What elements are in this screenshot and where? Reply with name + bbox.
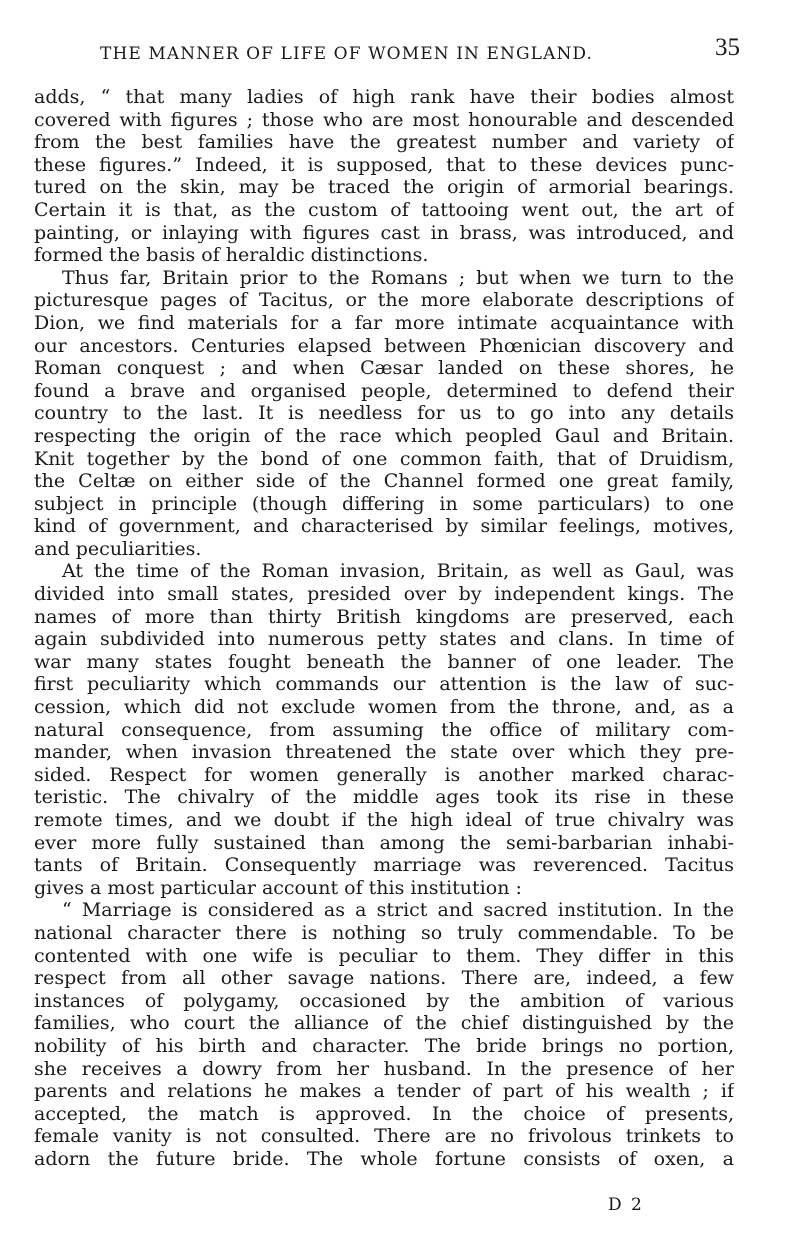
- text-line: families, who court the alliance of the chief distinguished by the: [34, 1012, 734, 1035]
- text-line: “ Marriage is considered as a strict and sacred institution. In the: [62, 899, 734, 922]
- text-line: first peculiarity which commands our attention is the law of suc-: [34, 673, 734, 696]
- text-line: ever more fully sustained than among the semi-barbarian inhabi-: [34, 831, 734, 854]
- text-line: divided into small states, presided over by independent kings. The: [34, 583, 734, 606]
- text-line: formed the basis of heraldic distinctions.: [34, 244, 429, 267]
- text-line: tants of Britain. Consequently marriage was reverenced. Tacitus: [34, 854, 734, 877]
- text-line: sided. Respect for women generally is another marked charac-: [34, 763, 734, 786]
- text-line: natural consequence, from assuming the office of military com-: [34, 718, 734, 741]
- signature-mark: D 2: [608, 1195, 644, 1215]
- text-line: the Celtæ on either side of the Channel formed one great family,: [34, 470, 734, 493]
- text-line: Roman conquest ; and when Cæsar landed on these shores, he: [34, 357, 734, 380]
- text-line: found a brave and organised people, determined to defend their: [34, 379, 734, 402]
- text-line: war many states fought beneath the banner of one leader. The: [34, 650, 734, 673]
- text-line: Certain it is that, as the custom of tattooing went out, the art of: [34, 198, 734, 221]
- text-line: female vanity is not consulted. There are no frivolous trinkets to: [34, 1125, 734, 1148]
- page-header: [100, 34, 740, 70]
- text-line: she receives a dowry from her husband. In the presence of her: [34, 1057, 734, 1080]
- text-line: Knit together by the bond of one common faith, that of Druidism,: [34, 447, 734, 470]
- text-line: At the time of the Roman invasion, Britain, as well as Gaul, was: [62, 560, 734, 583]
- text-line: adds, “ that many ladies of high rank have their bodies almost: [34, 86, 734, 108]
- text-line: tured on the skin, may be traced the origin of armorial bearings.: [34, 176, 734, 199]
- text-line: from the best families have the greatest number and variety of: [34, 131, 734, 154]
- text-line: subject in principle (though differing in some particulars) to one: [34, 492, 734, 515]
- text-line: contented with one wife is peculiar to them. They differ in this: [34, 944, 734, 967]
- text-line: nobility of his birth and character. The bride brings no portion,: [34, 1034, 734, 1057]
- text-line: these figures.” Indeed, it is supposed, that to these devices punc-: [34, 153, 734, 176]
- text-line: Dion, we find materials for a far more intimate acquaintance with: [34, 311, 734, 334]
- page-number: 35: [715, 34, 740, 61]
- text-line: our ancestors. Centuries elapsed between Phœnician discovery and: [34, 334, 734, 357]
- text-line: instances of polygamy, occasioned by the ambition of various: [34, 989, 734, 1012]
- text-line: respecting the origin of the race which peopled Gaul and Britain.: [34, 424, 734, 447]
- text-line: names of more than thirty British kingdoms are preserved, each: [34, 605, 734, 628]
- text-line: painting, or inlaying with figures cast in brass, was introduced, and: [34, 221, 734, 244]
- running-title: THE MANNER OF LIFE OF WOMEN IN ENGLAND.: [100, 44, 594, 64]
- text-line: and peculiarities.: [34, 537, 202, 560]
- text-line: adorn the future bride. The whole fortune consists of oxen, a: [34, 1147, 734, 1170]
- text-line: national character there is nothing so truly commendable. To be: [34, 921, 734, 944]
- text-line: remote times, and we doubt if the high ideal of true chivalry was: [34, 809, 734, 831]
- text-line: Thus far, Britain prior to the Romans ; but when we turn to the: [62, 266, 734, 289]
- text-line: teristic. The chivalry of the middle ages took its rise in these: [34, 786, 734, 809]
- text-line: parents and relations he makes a tender of part of his wealth ; if: [34, 1080, 734, 1103]
- text-line: covered with figures ; those who are most honourable and descended: [34, 108, 734, 131]
- text-line: kind of government, and characterised by similar feelings, motives,: [34, 515, 734, 538]
- text-line: picturesque pages of Tacitus, or the more elaborate descriptions of: [34, 289, 734, 312]
- text-line: gives a most particular account of this institution :: [34, 876, 522, 899]
- text-line: again subdivided into numerous petty states and clans. In time of: [34, 628, 734, 651]
- text-line: country to the last. It is needless for us to go into any details: [34, 402, 734, 425]
- text-line: mander, when invasion threatened the state over which they pre-: [34, 741, 734, 764]
- text-line: cession, which did not exclude women from the throne, and, as a: [34, 696, 734, 719]
- text-line: respect from all other savage nations. There are, indeed, a few: [34, 967, 734, 990]
- text-line: accepted, the match is approved. In the choice of presents,: [34, 1102, 734, 1125]
- body-text: [34, 86, 734, 1171]
